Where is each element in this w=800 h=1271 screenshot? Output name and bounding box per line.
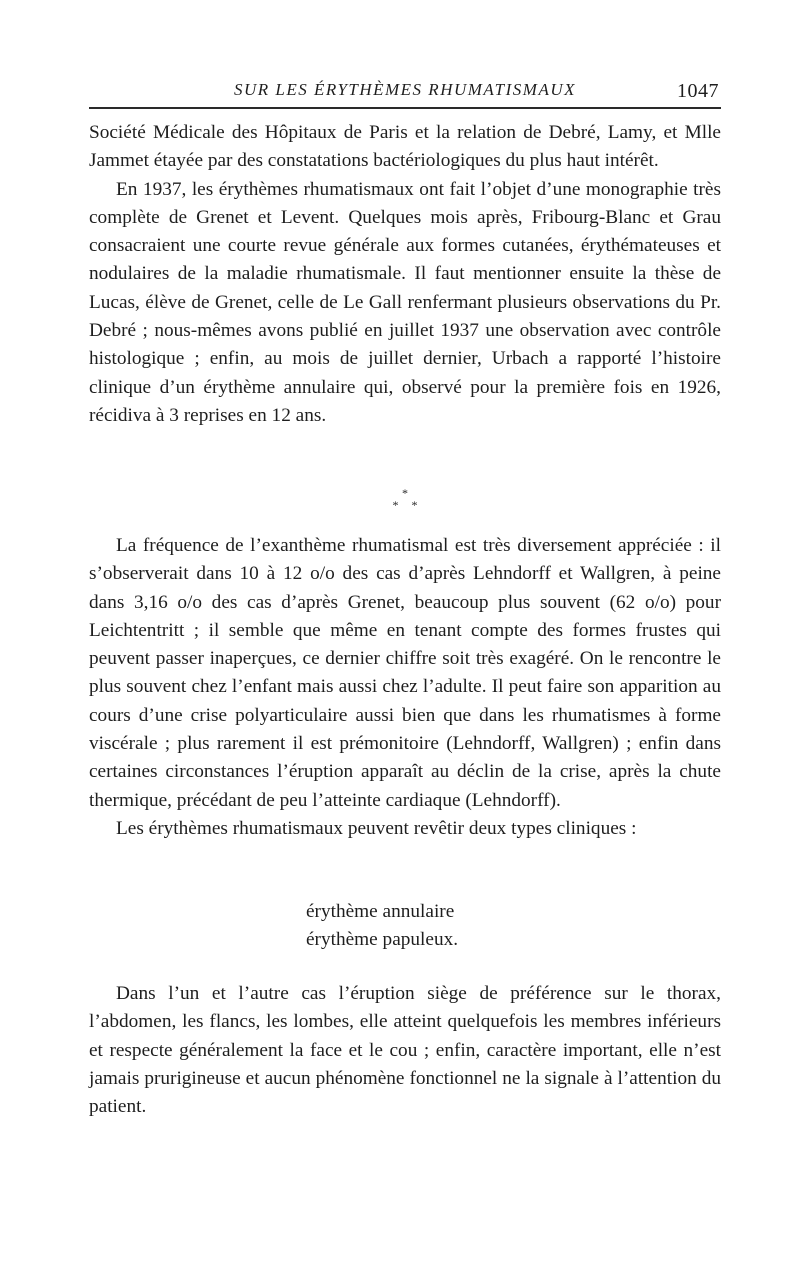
list-item: érythème papuleux.	[306, 929, 459, 951]
asterism-top: *	[402, 486, 408, 500]
list-item: érythème annulaire	[306, 901, 455, 922]
types-list	[89, 898, 721, 955]
paragraph-localization: Dans l’un et l’autre cas l’éruption siège de préférence sur le thorax, l’abdomen, les flancs, les lombes, elle atteint quelquefois les membres inférieurs et respecte généralement la face et le cou ; enfin, caractère important, elle n’est jamais prurigineuse et aucun phénomène fonctionnel ne la signale à l’attention du patient.	[89, 983, 721, 1118]
paragraph-literature: En 1937, les érythèmes rhumatismaux ont fait l’objet d’une monographie très complète de Grenet et Levent. Quelques mois après, Fribourg-Blanc et Grau consacraient une courte revue générale aux formes cutanées, érythémateuses et nodulaires de la maladie rhumatismale. Il faut mentionner ensuite la thèse de Lucas, élève de Grenet, celle de Le Gall renfermant plusieurs observations du Pr. Debré ; nous-mêmes avons publié en juillet 1937 une observation avec contrôle histologique ; enfin, au mois de juillet dernier, Urbach a rapporté l’histoire clinique d’un érythème annulaire qui, observé pour la première fois en 1926, récidiva à 3 reprises en 12 ans.	[89, 178, 721, 426]
header-rule	[89, 107, 721, 109]
text-block-bottom	[89, 980, 721, 1121]
asterism-separator	[89, 487, 721, 511]
paragraph-types-intro: Les érythèmes rhumatismaux peuvent revêtir deux types cliniques :	[116, 817, 637, 839]
running-title: SUR LES ÉRYTHÈMES RHUMATISMAUX	[233, 80, 576, 99]
asterism-bottom: * *	[392, 498, 423, 512]
running-head	[89, 80, 721, 106]
page-number: 1047	[677, 80, 719, 102]
book-page	[89, 0, 721, 1271]
text-block-top	[89, 119, 721, 430]
paragraph-continued: Société Médicale des Hôpitaux de Paris et la relation de Debré, Lamy, et Mlle Jammet étayée par des constatations bactériologiques du plus haut intérêt.	[89, 122, 721, 172]
paragraph-frequency: La fréquence de l’exanthème rhumatismal est très diversement appréciée : il s’observerait dans 10 à 12 o/o des cas d’après Lehndorff et Wallgren, à peine dans 3,16 o/o des cas d’après Grenet, beaucoup plus souvent (62 o/o) pour Leichtentritt ; il semble que même en tenant compte des formes frustes qui peuvent passer inaperçues, ce dernier chiffre soit très exagéré. On le rencontre le plus souvent chez l’enfant mais aussi chez l’adulte. Il peut faire son apparition au cours d’une crise polyarticulaire aussi bien que dans les rhumatismes à forme viscérale ; plus rarement il est prémonitoire (Lehndorff, Wallgren) ; enfin dans certaines circonstances l’éruption apparaît au déclin de la crise, après la chute thermique, précédant de peu l’atteinte cardiaque (Lehndorff).	[89, 535, 721, 811]
text-block-middle	[89, 532, 721, 843]
